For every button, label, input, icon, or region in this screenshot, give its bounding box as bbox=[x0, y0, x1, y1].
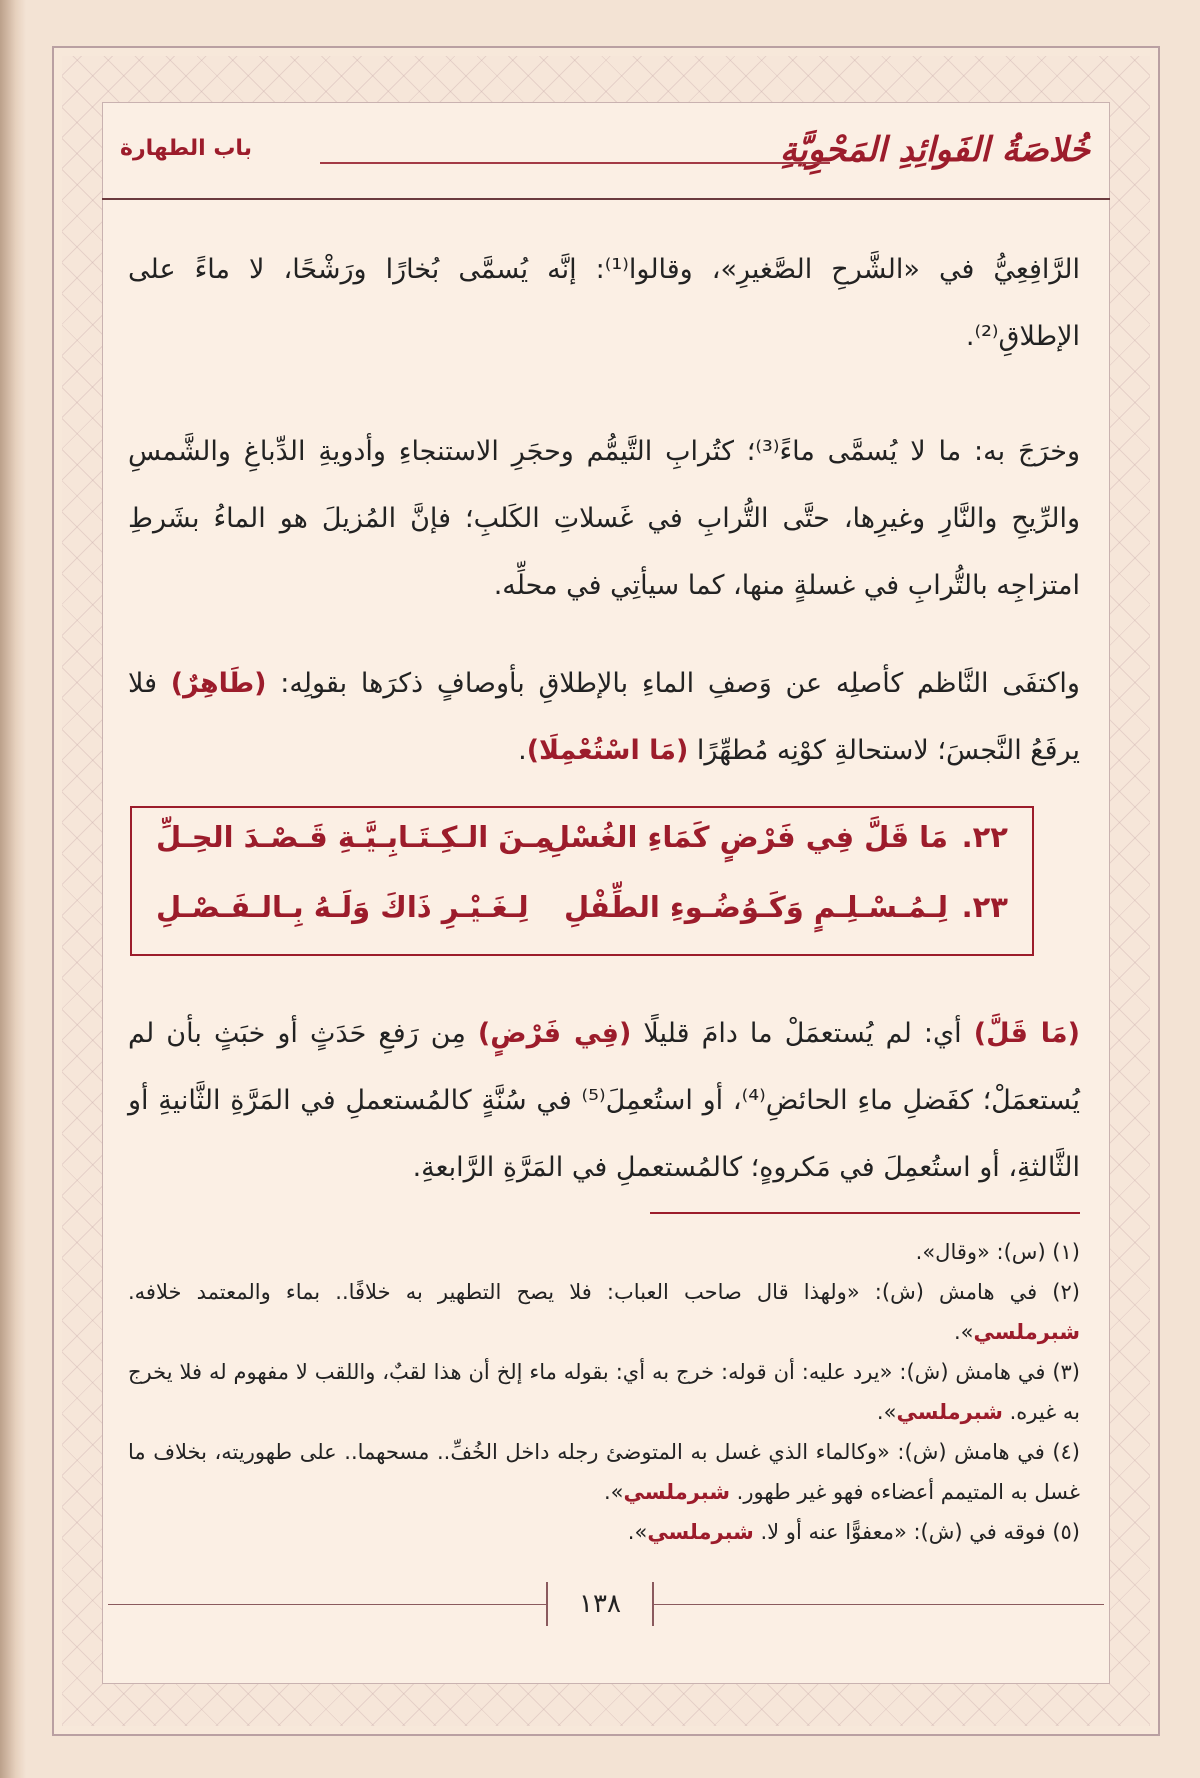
footnote-separator bbox=[650, 1212, 1080, 1214]
paragraph-2: وخرَجَ به: ما لا يُسمَّى ماءً⁽³⁾؛ كتُرابِ التَّيمُّم وحجَرِ الاستنجاءِ وأدويةِ الدِّباغِ والشَّمسِ والرِّيحِ والنَّارِ وغيرِها، حتَّى التُّرابِ في غَسلاتِ الكَلبِ؛ فإنَّ المُزيلَ هو الماءُ بشَرطِ امتزاجِه بالتُّرابِ في غسلةٍ منها، كما سيأتِي في محلِّه. bbox=[128, 436, 1081, 601]
chapter-title: باب الطهارة bbox=[120, 136, 252, 161]
running-header bbox=[120, 130, 1090, 190]
page-gutter-shadow bbox=[0, 0, 26, 1778]
footnote-text: (٥) فوقه في (ش): «معفوًّا عنه أو لا. bbox=[760, 1520, 1080, 1544]
verse-22 bbox=[156, 820, 1008, 880]
verse-first-hemistich: مَا قَلَّ فِي فَرْضٍ كَمَاءِ الغُسْلِ bbox=[544, 820, 948, 854]
verse-second-hemistich: لِـغَـيْـرِ ذَاكَ وَلَـهُ بِـالـفَـصْـلِ bbox=[156, 890, 529, 924]
paragraph-1: الرَّافِعِيُّ في «الشَّرحِ الصَّغيرِ»، وقالوا⁽¹⁾: إنَّه يُسمَّى بُخارًا ورَشْحًا، لا ماءً على الإطلاقِ⁽²⁾. bbox=[128, 254, 1080, 352]
verse-box bbox=[130, 806, 1034, 956]
page-number-rule-right bbox=[654, 1604, 1104, 1605]
page-number: ١٣٨ bbox=[546, 1582, 654, 1626]
footnote-5 bbox=[128, 1512, 1080, 1552]
footnote-close: ». bbox=[876, 1400, 897, 1424]
paragraph-3 bbox=[128, 650, 1080, 784]
header-rule bbox=[320, 162, 830, 164]
footnote-close: ». bbox=[953, 1320, 974, 1344]
p3-end: . bbox=[518, 735, 527, 766]
verse-first-hemistich: لِـمُـسْـلِـمٍ وَكَـوُضُـوءِ الطِّفْلِ bbox=[563, 890, 948, 924]
footnote-author: شبرملسي bbox=[647, 1520, 754, 1544]
p4-part-b: مِن رَفعِ حَدَثٍ أو خبَثٍ بأن لم يُستعمَلْ؛ كفَضلِ ماءِ الحائضِ⁽⁴⁾، أو استُعمِلَ⁽⁵⁾ في سُنَّةٍ كالمُستعملِ في المَرَّةِ الثَّانيةِ أو الثَّالثةِ، أو استُعمِلَ في مَكروهٍ؛ كالمُستعملِ في المَرَّةِ الرَّابعةِ. bbox=[128, 1018, 1081, 1183]
footnote-author: شبرملسي bbox=[896, 1400, 1003, 1424]
footnote-author: شبرملسي bbox=[973, 1320, 1080, 1344]
footnote-2 bbox=[128, 1272, 1080, 1352]
p3-term-mustamal: (مَا اسْتُعْمِلَا) bbox=[526, 735, 689, 766]
footnote-close: ». bbox=[627, 1520, 648, 1544]
p3-term-tahir: (طَاهِرٌ) bbox=[170, 668, 267, 699]
footnote-text: (٢) في هامش (ش): «ولهذا قال صاحب العباب: فلا يصح التطهير به خلافًا.. بماء والمعتمد خلافه. bbox=[128, 1280, 1080, 1304]
footnote-4 bbox=[128, 1432, 1080, 1512]
paragraph-4 bbox=[128, 1000, 1080, 1201]
p4-term-ma-qalla: (مَا قَلَّ) bbox=[973, 1018, 1080, 1049]
p3-middle: فلا يرفَعُ النَّجسَ؛ لاستحالةِ كوْنِه مُطهِّرًا bbox=[128, 668, 1080, 766]
footnote-1: (١) (س): «وقال». bbox=[915, 1240, 1080, 1264]
verse-number: ٢٣. bbox=[961, 890, 1008, 924]
verse-23 bbox=[156, 890, 1008, 950]
p3-intro: واكتفَى النَّاظم كأصلِه عن وَصفِ الماءِ بالإطلاقِ بأوصافٍ ذكرَها بقولِه: bbox=[280, 668, 1080, 699]
footnote-text: (٤) في هامش (ش): «وكالماء الذي غسل به المتوضئ رجله داخل الخُفِّ.. مسحهما.. على طهوريته، بخلاف ما غسل به المتيمم أعضاءه فهو غير طهور. bbox=[128, 1440, 1080, 1504]
p4-part-a: أي: لم يُستعمَلْ ما دامَ قليلًا bbox=[643, 1018, 962, 1049]
verse-number: ٢٢. bbox=[961, 820, 1008, 854]
footnote-3 bbox=[128, 1352, 1080, 1432]
footnote-author: شبرملسي bbox=[623, 1480, 730, 1504]
page-number-rule-left bbox=[108, 1604, 546, 1605]
footnote-close: ». bbox=[603, 1480, 624, 1504]
verse-second-hemistich: مِـنَ الـكِـتَـابِـيَّـةِ قَـصْـدَ الحِـلِّ bbox=[156, 820, 553, 854]
book-title: خُلاصَةُ الفَوائِدِ المَحْوِيَّةِ bbox=[779, 130, 1090, 170]
p4-term-fi-fard: (فِي فَرْضٍ) bbox=[477, 1018, 632, 1049]
footnote-text: (٣) في هامش (ش): «يرد عليه: أن قوله: خرج به أي: بقوله ماء إلخ أن هذا لقبٌ، واللقب لا مفهوم له فلا يخرج به غيره. bbox=[128, 1360, 1080, 1424]
header-divider bbox=[102, 198, 1110, 200]
